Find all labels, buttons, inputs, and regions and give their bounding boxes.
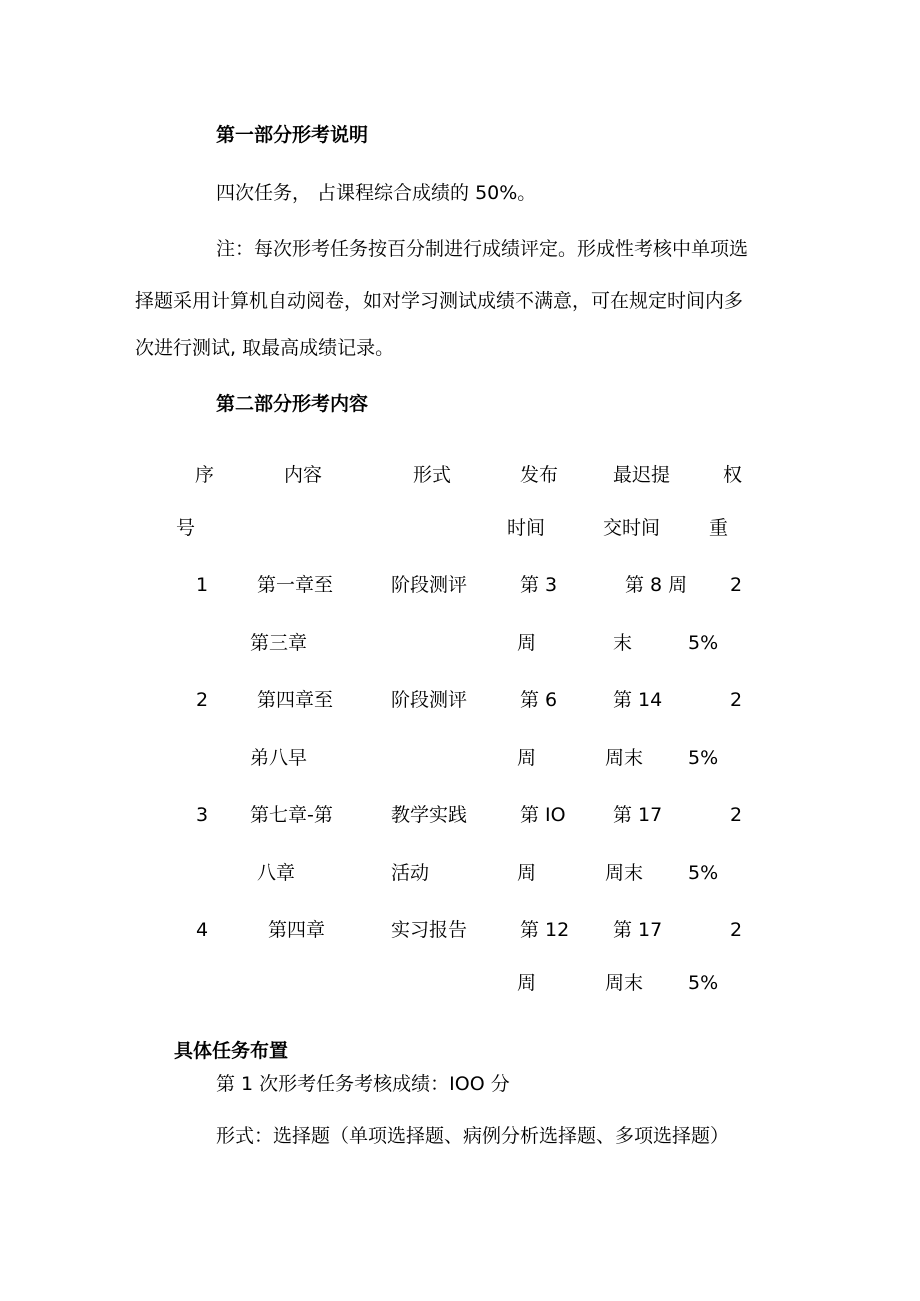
- part2-heading: 第二部分形考内容: [216, 393, 369, 415]
- row-deadline-line-2: 周末: [605, 972, 644, 994]
- row-content-line-1: 第四章至: [257, 689, 334, 711]
- row-publish-line-1: 第 12: [520, 919, 570, 941]
- header-publish-line-1: 发布: [520, 464, 559, 486]
- part1-note-line-1: 注：每次形考任务按百分制进行成绩评定。形成性考核中单项选: [216, 238, 749, 260]
- part1-heading: 第一部分形考说明: [216, 124, 369, 146]
- row-weight-line-1: 2: [730, 689, 743, 711]
- row-form: 实习报告: [391, 919, 468, 941]
- row-seq: 2: [196, 689, 209, 711]
- row-deadline-line-2: 周末: [605, 747, 644, 769]
- header-seq-line-1: 序: [195, 464, 215, 486]
- row-form: 阶段测评: [391, 574, 468, 596]
- header-form: 形式: [413, 464, 452, 486]
- row-weight-line-2: 5%: [688, 972, 719, 994]
- row-deadline-line-1: 第 8 周: [625, 574, 688, 596]
- part1-note-line-3: 次进行测试, 取最高成绩记录。: [135, 337, 395, 359]
- row-form-line-2: 活动: [391, 862, 430, 884]
- row-weight-line-1: 2: [730, 919, 743, 941]
- row-publish-line-2: 周: [517, 747, 537, 769]
- row-content-line-1: 第一章至: [257, 574, 334, 596]
- row-content-line-1: 第七章-第: [250, 804, 333, 826]
- row-seq: 4: [196, 919, 209, 941]
- row-deadline-line-2: 周末: [605, 862, 644, 884]
- header-publish-line-2: 时间: [507, 517, 546, 539]
- row-content: 第四章: [268, 919, 326, 941]
- row-form-line-1: 教学实践: [391, 804, 468, 826]
- row-weight-line-2: 5%: [688, 632, 719, 654]
- row-publish-line-2: 周: [517, 632, 537, 654]
- row-publish-line-1: 第 3: [520, 574, 558, 596]
- part1-summary: 四次任务， 占课程综合成绩的 50%。: [216, 182, 537, 204]
- part1-note-line-2: 择题采用计算机自动阅卷，如对学习测试成绩不满意，可在规定时间内多: [135, 290, 744, 312]
- row-publish-line-1: 第 IO: [520, 804, 566, 826]
- row-deadline-line-1: 第 17: [613, 804, 663, 826]
- row-deadline-line-2: 末: [613, 632, 633, 654]
- row-seq: 1: [196, 574, 209, 596]
- task1-form: 形式：选择题（单项选择题、病例分析选择题、多项选择题）: [216, 1125, 730, 1147]
- row-content-line-2: 八章: [257, 862, 296, 884]
- tasks-heading: 具体任务布置: [174, 1040, 289, 1062]
- header-deadline-line-1: 最迟提: [613, 464, 671, 486]
- header-weight-line-2: 重: [709, 517, 729, 539]
- row-content-line-2: 弟八早: [250, 747, 308, 769]
- row-deadline-line-1: 第 14: [613, 689, 663, 711]
- header-deadline-line-2: 交时间: [603, 517, 661, 539]
- row-form: 阶段测评: [391, 689, 468, 711]
- row-weight-line-1: 2: [730, 804, 743, 826]
- row-publish-line-2: 周: [517, 972, 537, 994]
- row-weight-line-2: 5%: [688, 747, 719, 769]
- header-content: 内容: [284, 464, 323, 486]
- row-content-line-2: 第三章: [250, 632, 308, 654]
- row-weight-line-1: 2: [730, 574, 743, 596]
- row-weight-line-2: 5%: [688, 862, 719, 884]
- header-weight-line-1: 权: [723, 464, 743, 486]
- row-publish-line-2: 周: [517, 862, 537, 884]
- header-seq-line-2: 号: [176, 517, 196, 539]
- row-seq: 3: [196, 804, 209, 826]
- row-publish-line-1: 第 6: [520, 689, 558, 711]
- row-deadline-line-1: 第 17: [613, 919, 663, 941]
- task1-score: 第 1 次形考任务考核成绩：IOO 分: [216, 1073, 510, 1095]
